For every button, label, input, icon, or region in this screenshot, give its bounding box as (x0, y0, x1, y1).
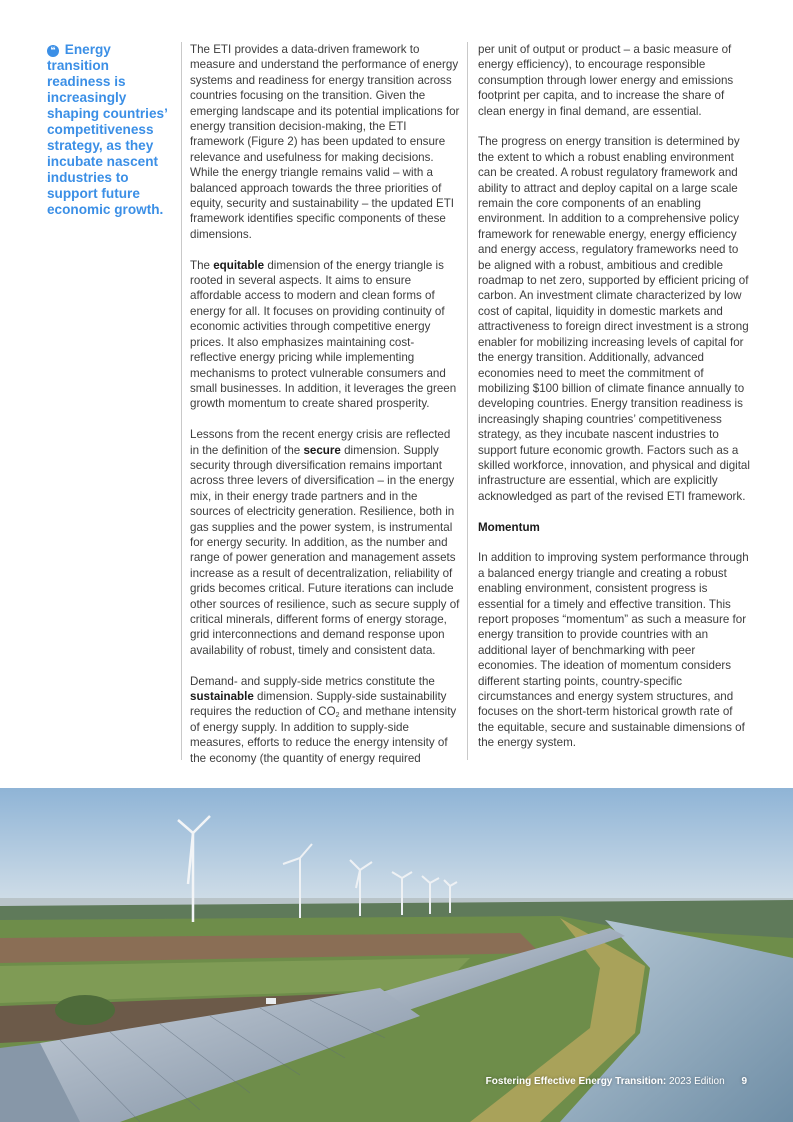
text-column-1 (190, 42, 460, 781)
paragraph-enabling-environment: The progress on energy transition is determined by the extent to which a robust enabling environment can be created. A robust regulatory framework and ability to attract and deploy capital on a large scale remain the core components of an enabling environment. In addition to a comprehensive policy framework for renewable energy, energy efficiency and energy access, regulatory frameworks need to be aligned with a robust, ambitious and credible roadmap to net zero, supported by efficient pricing of carbon. An investment climate characterized by low cost of capital, liquidity in domestic markets and attractiveness to foreign direct investment is a strong enabler for mobilizing increasing levels of capital for the energy transition. Additionally, advanced economies need to meet the commitment of mobilizing $100 billion of climate finance annually to developing countries. Energy transition readiness is increasingly shaping countries’ competitiveness strategy, as they incubate nascent industries to support future economic growth. Factors such as a skilled workforce, innovation, and physical and digital infrastructure are essential, which are explicitly acknowledged as part of the revised ETI framework. (478, 135, 750, 503)
keyword-equitable: equitable (213, 258, 265, 272)
page-number: 9 (741, 1076, 747, 1087)
pull-quote-text: Energy transition readiness is increasingly shaping countries’ competitiveness strategy, as they incubate nascent industries to support future economic growth. (47, 42, 168, 217)
quote-icon: ❝ (47, 45, 59, 57)
text-run: dimension. Supply security through diversification remains important across three levers of diversification – in the energy mix, in their energy trade partners and in the sources of electricity generation. Resilience, both in gas supplies and the power system, is instrumental for energy security. In addition, as the number and range of power generation and management assets increase as a result of decentralization, reliability of grids becomes critical. Future iterations can include other sources of resilience, such as secure supply of critical minerals, different forms of energy storage, grid interconnections and demand response upon availability of robust, timely and consistent data. (190, 443, 460, 657)
column-divider (181, 42, 182, 760)
text-run: dimension of the energy triangle is rooted in several aspects. It aims to ensure affordable access to modern and clean forms of energy for all. It focuses on providing continuity of economic activities through competitive energy prices. It also emphasizes maintaining cost-reflective energy pricing while implementing mechanisms to protect vulnerable consumers and small businesses. In addition, it leverages the green growth momentum to create shared prosperity. (190, 258, 457, 411)
paragraph-eti-framework: The ETI provides a data-driven framework to measure and understand the performance of energy systems and readiness for energy transition across countries focusing on the transition. Given the emerging landscape and its potential implications for energy transition decision-making, the ETI framework (Figure 2) has been updated to ensure relevance and usefulness for making decisions. While the energy triangle remains valid – with a balanced approach towards the three priorities of equity, security and sustainability – the updated ETI framework identifies specific components of these dimensions. (190, 43, 460, 241)
paragraph-secure (190, 427, 460, 658)
paragraph-efficiency: per unit of output or product – a basic measure of energy efficiency), to encourage responsible consumption through lower energy and emissions footprint per capita, and to increase the share of clean energy in final demand, are essential. (478, 43, 734, 118)
pull-quote (47, 42, 175, 218)
text-run: The (190, 258, 214, 272)
keyword-sustainable: sustainable (190, 690, 254, 704)
heading-momentum: Momentum (478, 520, 540, 534)
subscript-2: 2 (335, 712, 340, 720)
footer-title-bold: Fostering Effective Energy Transition: (485, 1076, 667, 1087)
column-divider (467, 42, 468, 760)
footer-title-edition: 2023 Edition (666, 1076, 725, 1087)
paragraph-momentum: In addition to improving system performance through a balanced energy triangle and creating a robust enabling environment, consistent progress is essential for a timely and effective transition. This report proposes “momentum” as such a measure for energy transition to provide countries with an additional layer of benchmarking with peer economies. The ideation of momentum considers different starting points, country-specific circumstances and energy system structures, and focuses on the short-term historical growth rate of the equitable, secure and sustainable dimensions of the energy system. (478, 551, 749, 750)
text-run: and methane intensity of energy supply. In addition to supply-side measures, efforts to reduce the energy intensity of the economy (the quantity of energy required (190, 705, 457, 765)
text-column-2 (478, 42, 750, 766)
landscape-photo-wind-solar (0, 788, 793, 1122)
paragraph-equitable (190, 258, 460, 412)
keyword-secure: secure (303, 443, 341, 457)
text-run: Demand- and supply-side metrics constitute the (190, 674, 435, 688)
text-run: Lessons from the recent energy crisis are reflected in the definition of the (190, 428, 451, 457)
text-run: dimension. Supply-side sustainability requires the reduction of CO (190, 690, 447, 719)
page-footer (486, 1076, 747, 1087)
paragraph-sustainable (190, 674, 460, 766)
